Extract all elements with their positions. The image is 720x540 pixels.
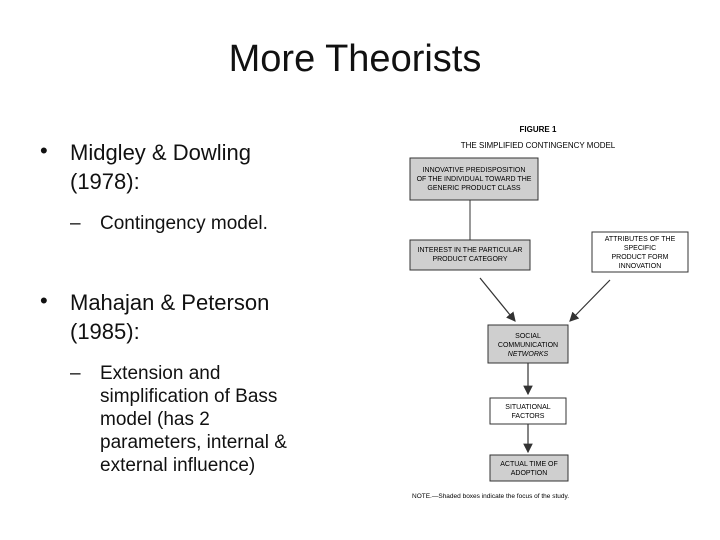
- figure-title: THE SIMPLIFIED CONTINGENCY MODEL: [460, 141, 616, 150]
- sub-line: parameters, internal &: [100, 432, 287, 453]
- box-text: ATTRIBUTES OF THE: [604, 236, 676, 243]
- box-text: ADOPTION: [510, 470, 548, 477]
- sub-text: Contingency model.: [100, 213, 268, 234]
- box-interest-product-category: [410, 240, 530, 270]
- box-text: SPECIFIC: [623, 245, 657, 252]
- bullet-line: Mahajan & Peterson: [70, 290, 270, 315]
- box-text: SITUATIONAL: [505, 404, 551, 411]
- sub-text: [100, 362, 350, 477]
- box-situational-factors: [490, 398, 566, 424]
- bullet-text: [70, 288, 269, 346]
- sub-line: Extension and: [100, 363, 221, 384]
- box-text: INNOVATIVE PREDISPOSITION: [422, 167, 526, 174]
- bullet-line: (1978):: [70, 169, 140, 194]
- figure-svg: [400, 118, 700, 513]
- arrow-to-social: [480, 278, 515, 321]
- bullet-text: [70, 138, 251, 196]
- figure-label: FIGURE 1: [519, 125, 557, 134]
- box-actual-time-adoption: [490, 455, 568, 481]
- box-text: INTEREST IN THE PARTICULAR: [417, 247, 523, 254]
- arrow-to-social: [570, 280, 610, 321]
- box-text: OF THE INDIVIDUAL TOWARD THE: [416, 176, 532, 183]
- bullet-dot: •: [40, 288, 48, 313]
- sub-line: simplification of Bass: [100, 386, 278, 407]
- bullet-dot: •: [40, 138, 48, 163]
- box-text: ACTUAL TIME OF: [500, 461, 558, 468]
- bullet-line: Midgley & Dowling: [70, 140, 251, 165]
- sub-dash: –: [70, 363, 81, 384]
- slide-title: More Theorists: [228, 38, 482, 80]
- box-text: PRODUCT FORM: [611, 254, 669, 261]
- contingency-model-figure: [400, 118, 700, 513]
- bullet-line: (1985):: [70, 319, 140, 344]
- box-text: SOCIAL: [515, 333, 541, 340]
- figure-note: NOTE.—Shaded boxes indicate the focus of the study.: [412, 493, 570, 500]
- sub-dash: –: [70, 213, 81, 234]
- sub-line: external influence): [100, 455, 256, 476]
- box-text: COMMUNICATION: [497, 342, 559, 349]
- box-text: FACTORS: [511, 413, 545, 420]
- box-text: GENERIC PRODUCT CLASS: [427, 185, 521, 192]
- box-text: PRODUCT CATEGORY: [432, 256, 508, 263]
- box-text: NETWORKS: [507, 351, 549, 358]
- box-text: INNOVATION: [618, 263, 662, 270]
- sub-line: model (has 2: [100, 409, 210, 430]
